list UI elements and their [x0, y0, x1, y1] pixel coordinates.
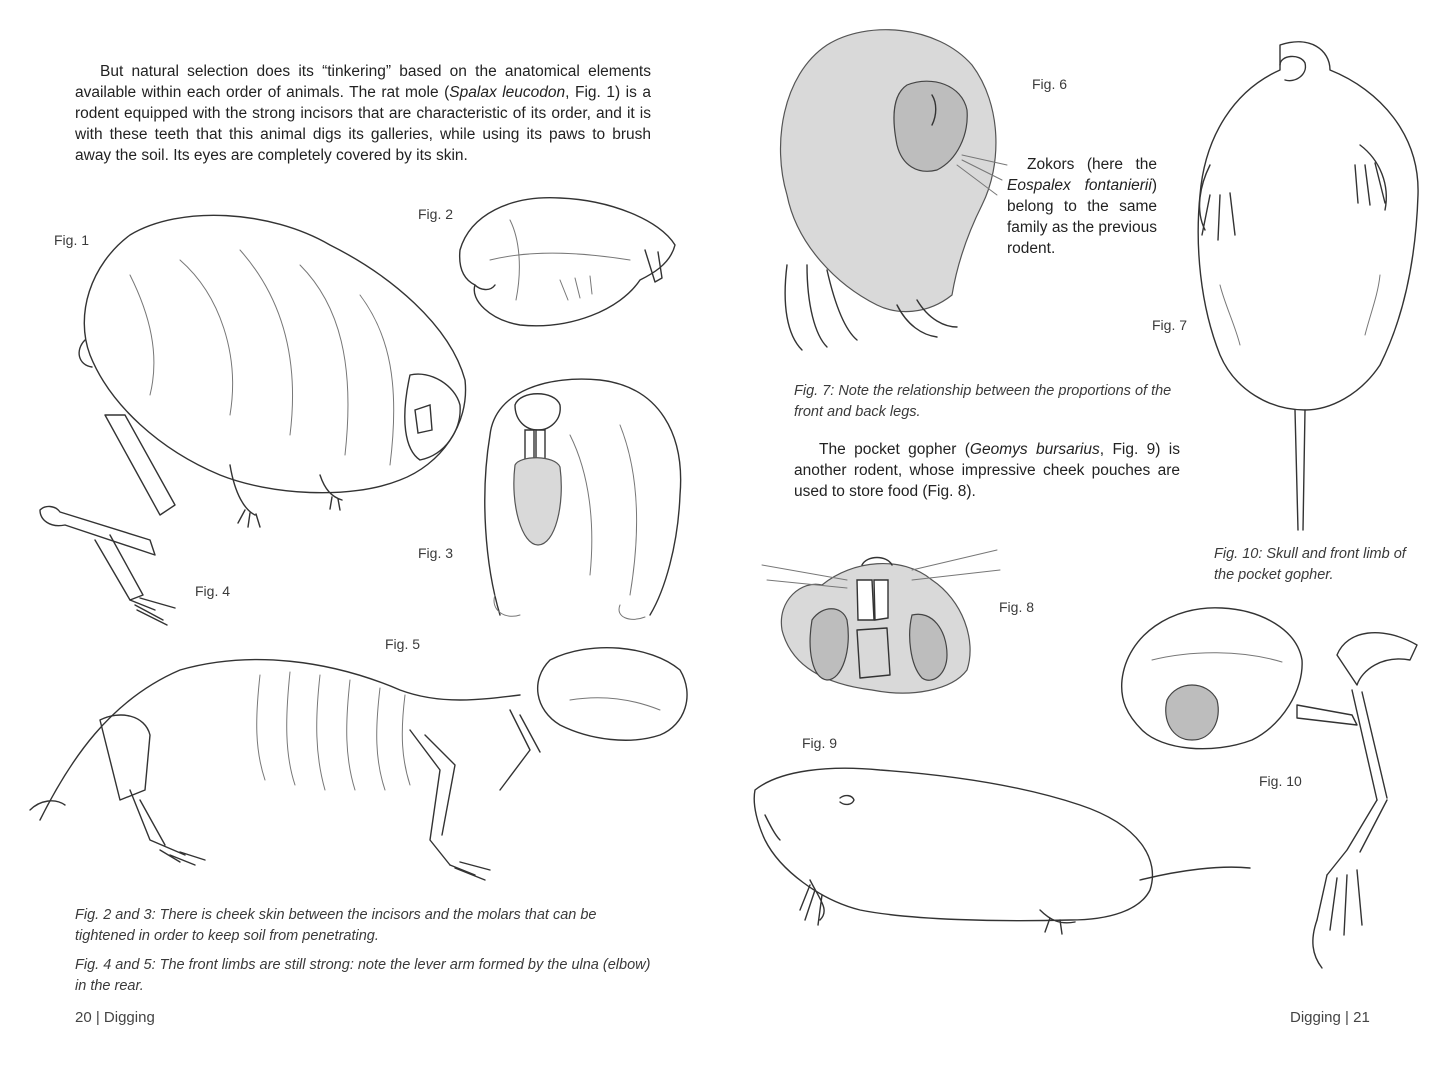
fig10-label: Fig. 10: [1259, 773, 1302, 789]
fig1-label: Fig. 1: [54, 232, 90, 248]
fig3-label: Fig. 3: [418, 545, 454, 561]
fig5-label: Fig. 5: [385, 636, 421, 652]
zokor-illustration: [757, 15, 1017, 360]
left-page: [0, 0, 722, 1065]
zokor-paragraph: Zokors (here the Eospalex fontanierii) belong to the same family as the previous rodent.: [1007, 156, 1157, 257]
front-limb-illustration: [35, 410, 205, 630]
fig8-label: Fig. 8: [999, 599, 1035, 615]
species-name: Spalax leucodon: [449, 84, 566, 101]
zokor-underside-illustration: [1180, 35, 1425, 535]
right-page: [722, 0, 1445, 1065]
fig9-label: Fig. 9: [802, 735, 838, 751]
caption-fig10: Fig. 10: Skull and front limb of the pocket gopher.: [1214, 546, 1406, 583]
caption-fig2-3: Fig. 2 and 3: There is cheek skin between the incisors and the molars that can be tightened in order to keep soil from penetrating.: [75, 907, 597, 944]
zokor-species-name: Eospalex fontanierii: [1007, 177, 1152, 194]
fig4-label: Fig. 4: [195, 583, 231, 599]
pocket-gopher-illustration: [750, 760, 1255, 935]
intro-paragraph: But natural selection does its “tinkering” based on the anatomical elements available within each order of animals. The rat mole (Spalax leucodon, Fig. 1) is a rodent equipped with the strong incisors that are characteristic of its order, and it is with these teeth that this animal digs its galleries, while using its paws to brush away the soil. Its eyes are completely covered by its skin.: [75, 63, 651, 164]
rat-mole-skull-illustration: [450, 190, 680, 340]
left-folio: 20 | Digging: [75, 1009, 155, 1026]
rat-mole-skeleton-illustration: [30, 640, 695, 885]
caption-fig7: Fig. 7: Note the relationship between the proportions of the front and back legs.: [794, 383, 1172, 420]
fig7-label: Fig. 7: [1152, 317, 1188, 333]
fig6-label: Fig. 6: [1032, 76, 1068, 92]
gopher-species-name: Geomys bursarius: [969, 441, 1100, 458]
gopher-paragraph: The pocket gopher (Geomys bursarius, Fig. 9) is another rodent, whose impressive cheek pouches are used to store food (Fig. 8).: [794, 441, 1180, 500]
rat-mole-front-illustration: [470, 375, 690, 625]
fig2-label: Fig. 2: [418, 206, 454, 222]
caption-fig4-5: Fig. 4 and 5: The front limbs are still strong: note the lever arm formed by the ulna (elbow) in the rear.: [75, 957, 651, 994]
gopher-cheek-pouch-illustration: [762, 540, 1002, 700]
right-folio: Digging | 21: [1290, 1009, 1370, 1026]
